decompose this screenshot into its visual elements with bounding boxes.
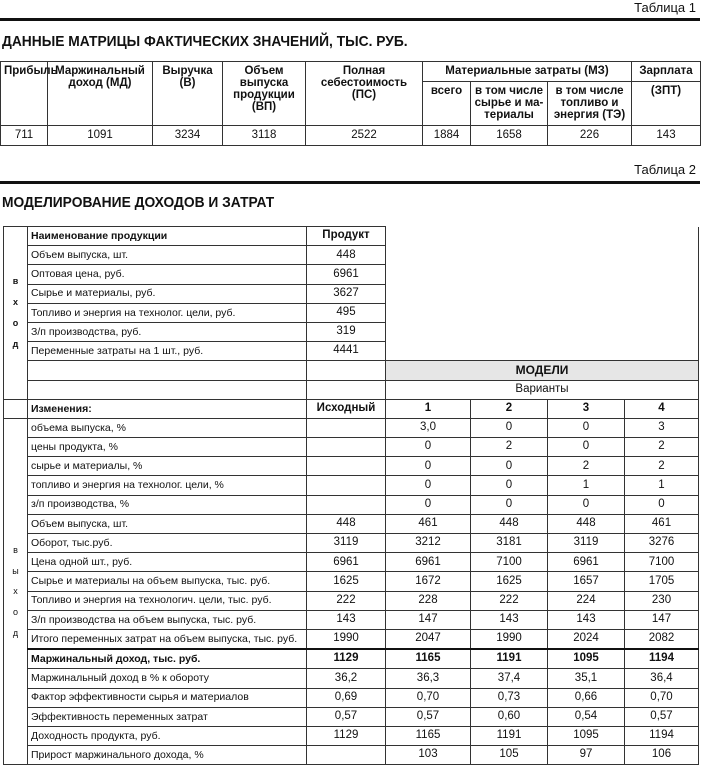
- output-row: [4, 629, 699, 649]
- ratio-row: [4, 669, 699, 688]
- blank-cell: [307, 380, 386, 399]
- change-row: [4, 495, 699, 514]
- variant-value: 0,66: [548, 688, 625, 707]
- blank-cell: [307, 361, 386, 380]
- table-cell: 1091: [48, 126, 153, 146]
- blank-cell: [28, 361, 307, 380]
- input-value: 448: [307, 246, 386, 265]
- variant-value: 1657: [548, 572, 625, 591]
- variant-value: 1: [548, 476, 625, 495]
- base-value: 222: [307, 591, 386, 610]
- table-cell: 3118: [223, 126, 306, 146]
- header-salary: Зарплата: [632, 62, 701, 82]
- variant-value: 461: [625, 514, 699, 533]
- variants-row: [4, 380, 699, 399]
- base-value: 36,2: [307, 669, 386, 688]
- base-value: [307, 495, 386, 514]
- row-label: объема выпуска, %: [28, 418, 307, 437]
- base-value: [307, 418, 386, 437]
- variant-value: 1165: [386, 726, 471, 745]
- variant-value: 0,70: [625, 688, 699, 707]
- header-mz-fuel: в том числе топливо и энергия (ТЭ): [548, 82, 632, 126]
- input-label: Объем выпуска, шт.: [28, 246, 307, 265]
- row-label: Маржинальный доход в % к обороту: [28, 669, 307, 688]
- table1-values-row: [1, 126, 701, 146]
- variant-value: 3,0: [386, 418, 471, 437]
- row-label: Топливо и энергия на технологич. цели, тыс. руб.: [28, 591, 307, 610]
- blank-area: [386, 227, 699, 361]
- table2-modeling: [3, 226, 699, 765]
- variant-value: 0,60: [471, 707, 548, 726]
- variant-value: 3276: [625, 534, 699, 553]
- ratio-row: [4, 726, 699, 745]
- row-label: Доходность продукта, руб.: [28, 726, 307, 745]
- variant-value: 230: [625, 591, 699, 610]
- base-value: 1625: [307, 572, 386, 591]
- row-label: цены продукта, %: [28, 438, 307, 457]
- variant-value: 1625: [471, 572, 548, 591]
- variant-value: 1672: [386, 572, 471, 591]
- row-label: Сырье и материалы на объем выпуска, тыс. руб.: [28, 572, 307, 591]
- header-marginal-income: Маржинальный доход (МД): [48, 62, 153, 126]
- input-header-label: Наименование продукции: [28, 227, 307, 246]
- variants-label: Варианты: [386, 380, 699, 399]
- variant-value: 35,1: [548, 669, 625, 688]
- header-material-costs: Материальные затраты (МЗ): [423, 62, 632, 82]
- variant-value: 2: [625, 457, 699, 476]
- change-row: [4, 457, 699, 476]
- base-value: 1129: [307, 649, 386, 669]
- models-label: МОДЕЛИ: [386, 361, 699, 380]
- ratio-row: [4, 688, 699, 707]
- output-side-label: в ы х о д: [4, 418, 28, 764]
- input-value: 319: [307, 322, 386, 341]
- base-value: 6961: [307, 553, 386, 572]
- variant-value: 0,57: [386, 707, 471, 726]
- input-label: Оптовая цена, руб.: [28, 265, 307, 284]
- header-mz-total: всего: [423, 82, 471, 126]
- margin-income-row: [4, 649, 699, 669]
- variant-value: 3119: [548, 534, 625, 553]
- input-side-label: в х о д: [4, 227, 28, 400]
- base-value: 3119: [307, 534, 386, 553]
- variant-value: 2047: [386, 629, 471, 649]
- table-cell: 1884: [423, 126, 471, 146]
- variant-value: 448: [548, 514, 625, 533]
- variant-value: 2: [548, 457, 625, 476]
- variant-value: 0,57: [625, 707, 699, 726]
- input-value: 3627: [307, 284, 386, 303]
- variant-value: 7100: [471, 553, 548, 572]
- variant-value: 228: [386, 591, 471, 610]
- header-revenue: Выручка (В): [153, 62, 223, 126]
- variant-value: 0,54: [548, 707, 625, 726]
- base-value: 1990: [307, 629, 386, 649]
- table1-fact-matrix: [0, 61, 701, 146]
- table-cell: 2522: [306, 126, 423, 146]
- base-value: 0,69: [307, 688, 386, 707]
- base-value: 1129: [307, 726, 386, 745]
- input-label: З/п производства, руб.: [28, 322, 307, 341]
- output-row: [4, 591, 699, 610]
- variant-value: 3: [625, 418, 699, 437]
- table-cell: 1658: [471, 126, 548, 146]
- variant-value: 2: [625, 438, 699, 457]
- variant-value: 106: [625, 746, 699, 765]
- change-row: [4, 418, 699, 437]
- changes-header-row: [4, 399, 699, 418]
- variant-value: 0: [471, 495, 548, 514]
- row-label: Фактор эффективности сырья и материалов: [28, 688, 307, 707]
- variant-header: 1: [386, 399, 471, 418]
- ratio-row: [4, 707, 699, 726]
- table2-title: МОДЕЛИРОВАНИЕ ДОХОДОВ И ЗАТРАТ: [2, 194, 275, 211]
- change-row: [4, 438, 699, 457]
- row-label: Объем выпуска, шт.: [28, 514, 307, 533]
- table2-top-rule: [0, 181, 700, 184]
- variant-value: 1: [625, 476, 699, 495]
- row-label: Эффективность переменных затрат: [28, 707, 307, 726]
- variant-value: 0,70: [386, 688, 471, 707]
- row-label: Цена одной шт., руб.: [28, 553, 307, 572]
- variant-value: 1194: [625, 726, 699, 745]
- variant-value: 0: [548, 438, 625, 457]
- variant-value: 143: [471, 610, 548, 629]
- variant-value: 1191: [471, 649, 548, 669]
- output-row: [4, 553, 699, 572]
- output-row: [4, 514, 699, 533]
- variant-header: 2: [471, 399, 548, 418]
- output-row: [4, 534, 699, 553]
- variant-value: 2024: [548, 629, 625, 649]
- blank-cell: [28, 380, 307, 399]
- variant-value: 0: [386, 495, 471, 514]
- variant-value: 0: [386, 476, 471, 495]
- variant-value: 448: [471, 514, 548, 533]
- table-cell: 3234: [153, 126, 223, 146]
- base-header: Исходный: [307, 399, 386, 418]
- variant-header: 4: [625, 399, 699, 418]
- header-profit: Прибыль: [1, 62, 48, 126]
- row-label: З/п производства на объем выпуска, тыс. руб.: [28, 610, 307, 629]
- variant-value: 3212: [386, 534, 471, 553]
- growth-row: [4, 746, 699, 765]
- row-label: Прирост маржинального дохода, %: [28, 746, 307, 765]
- input-value: 6961: [307, 265, 386, 284]
- table1-title: ДАННЫЕ МАТРИЦЫ ФАКТИЧЕСКИХ ЗНАЧЕНИЙ, ТЫС. РУБ.: [2, 33, 408, 50]
- input-label: Топливо и энергия на технолог. цели, руб.: [28, 303, 307, 322]
- base-value: [307, 457, 386, 476]
- header-full-cost: Полная себестоимость (ПС): [306, 62, 423, 126]
- models-row: [4, 361, 699, 380]
- variant-header: 3: [548, 399, 625, 418]
- table1-caption: Таблица 1: [634, 0, 696, 15]
- variant-value: 1095: [548, 649, 625, 669]
- variant-value: 0,73: [471, 688, 548, 707]
- variant-value: 103: [386, 746, 471, 765]
- variant-value: 1095: [548, 726, 625, 745]
- table2-caption: Таблица 2: [634, 162, 696, 177]
- header-salary-code: (ЗПТ): [632, 82, 701, 126]
- variant-value: 2: [471, 438, 548, 457]
- variant-value: 1990: [471, 629, 548, 649]
- output-row: [4, 610, 699, 629]
- input-header-row: [4, 227, 699, 246]
- header-mz-raw: в том числе сырье и ма-териалы: [471, 82, 548, 126]
- variant-value: 37,4: [471, 669, 548, 688]
- base-value: 143: [307, 610, 386, 629]
- variant-value: 3181: [471, 534, 548, 553]
- variant-value: 1191: [471, 726, 548, 745]
- table-cell: 711: [1, 126, 48, 146]
- variant-value: 6961: [548, 553, 625, 572]
- variant-value: 147: [386, 610, 471, 629]
- input-label: Переменные затраты на 1 шт., руб.: [28, 342, 307, 361]
- base-value: [307, 746, 386, 765]
- variant-value: 143: [548, 610, 625, 629]
- blank-cell: [4, 399, 28, 418]
- input-value: 4441: [307, 342, 386, 361]
- variant-value: 461: [386, 514, 471, 533]
- output-row: [4, 572, 699, 591]
- table-cell: 143: [632, 126, 701, 146]
- row-label: сырье и материалы, %: [28, 457, 307, 476]
- variant-value: 0: [548, 418, 625, 437]
- variant-value: 222: [471, 591, 548, 610]
- variant-value: 224: [548, 591, 625, 610]
- variant-value: 36,4: [625, 669, 699, 688]
- variant-value: 0: [471, 476, 548, 495]
- variant-value: 97: [548, 746, 625, 765]
- variant-value: 0: [386, 457, 471, 476]
- row-label: топливо и энергия на технолог. цели, %: [28, 476, 307, 495]
- variant-value: 7100: [625, 553, 699, 572]
- row-label: Итого переменных затрат на объем выпуска, тыс. руб.: [28, 629, 307, 649]
- changes-label: Изменения:: [28, 399, 307, 418]
- variant-value: 36,3: [386, 669, 471, 688]
- variant-value: 1165: [386, 649, 471, 669]
- variant-value: 0: [471, 418, 548, 437]
- table-cell: 226: [548, 126, 632, 146]
- base-value: [307, 438, 386, 457]
- variant-value: 6961: [386, 553, 471, 572]
- header-output-volume: Объем выпуска продукции (ВП): [223, 62, 306, 126]
- variant-value: 0: [471, 457, 548, 476]
- variant-value: 1194: [625, 649, 699, 669]
- variant-value: 2082: [625, 629, 699, 649]
- variant-value: 105: [471, 746, 548, 765]
- table1-top-rule: [0, 18, 700, 21]
- variant-value: 0: [548, 495, 625, 514]
- base-value: [307, 476, 386, 495]
- variant-value: 0: [386, 438, 471, 457]
- variant-value: 1705: [625, 572, 699, 591]
- variant-value: 147: [625, 610, 699, 629]
- input-value: 495: [307, 303, 386, 322]
- change-row: [4, 476, 699, 495]
- row-label: Оборот, тыс.руб.: [28, 534, 307, 553]
- base-value: 448: [307, 514, 386, 533]
- input-header-product: Продукт: [307, 227, 386, 246]
- input-label: Сырье и материалы, руб.: [28, 284, 307, 303]
- row-label: Маржинальный доход, тыс. руб.: [28, 649, 307, 669]
- row-label: з/п производства, %: [28, 495, 307, 514]
- base-value: 0,57: [307, 707, 386, 726]
- variant-value: 0: [625, 495, 699, 514]
